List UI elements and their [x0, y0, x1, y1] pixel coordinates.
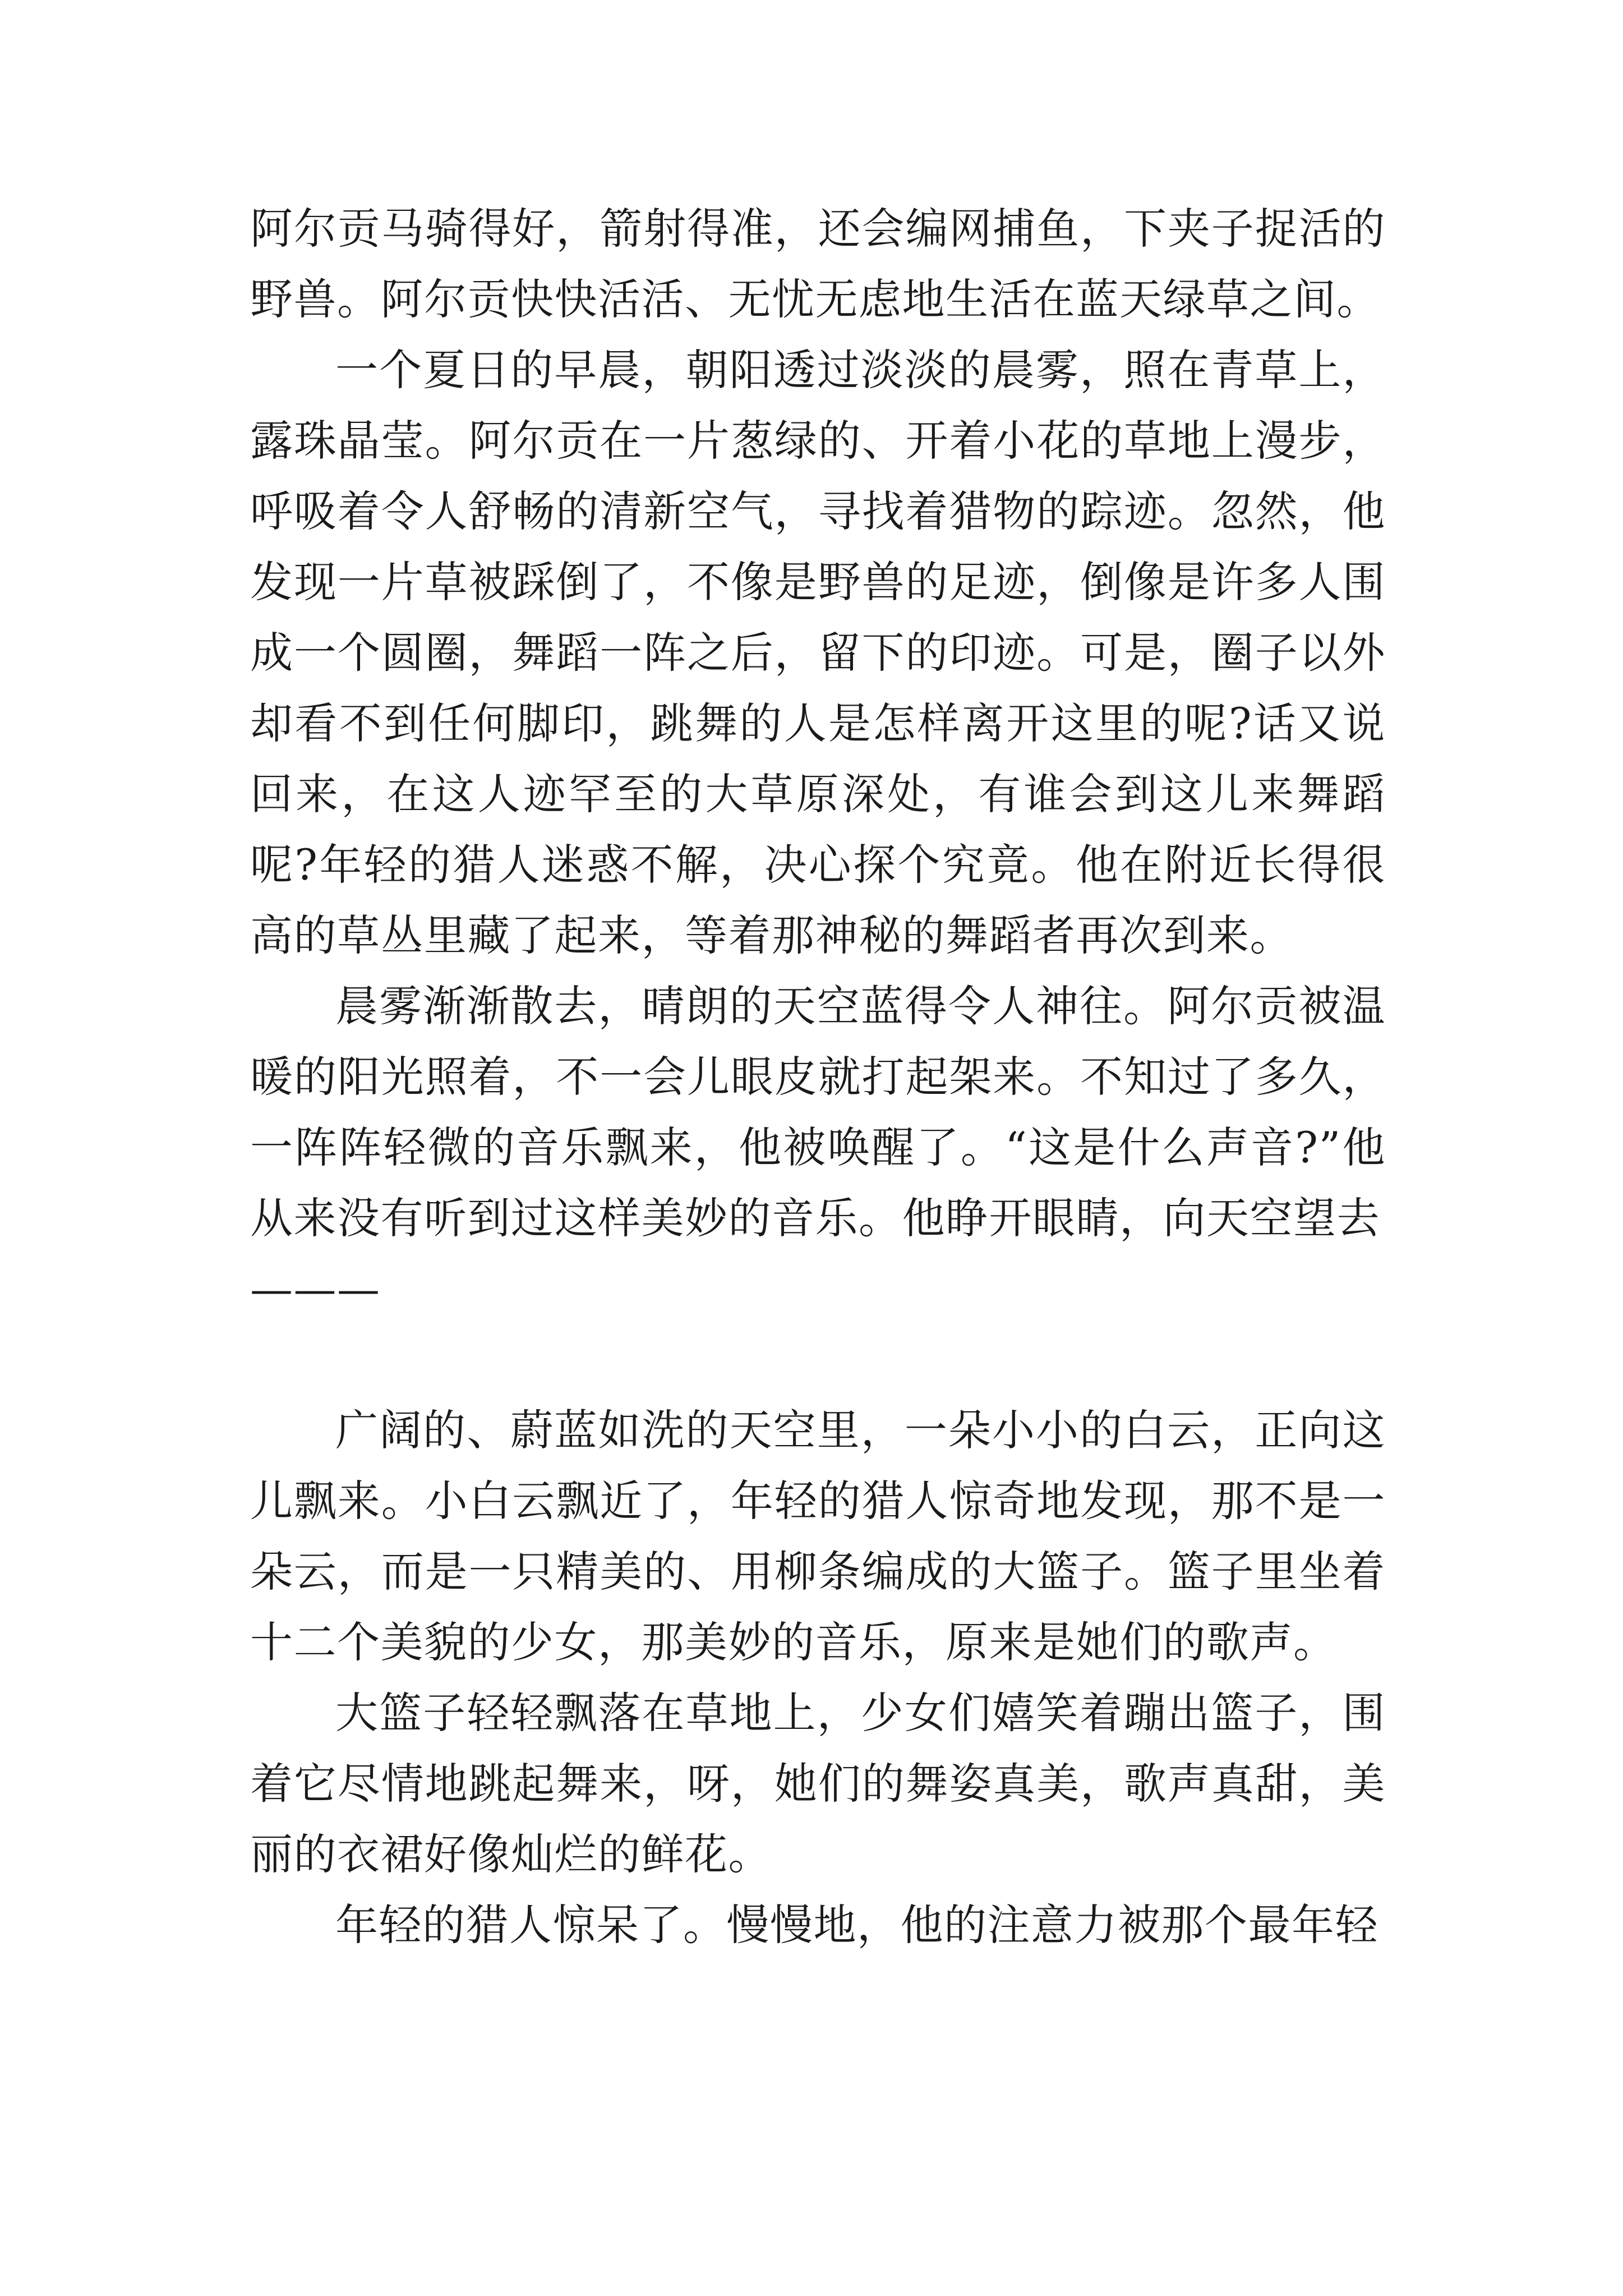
- paragraph-6: 年轻的猎人惊呆了。慢慢地，他的注意力被那个最年轻: [335, 1900, 1378, 1950]
- text-body: [250, 194, 1386, 1961]
- paragraph-2: 一个夏日的早晨，朝阳透过淡淡的晨雾，照在青草上，露珠晶莹。阿尔贡在一片葱绿的、开着小花的草地上漫步，呼吸着令人舒畅的清新空气，寻找着猎物的踪迹。忽然，他发现一片草被踩倒了，不像是野兽的足迹，倒像是许多人围成一个圆圈，舞蹈一阵之后，留下的印迹。可是，圈子以外却看不到任何脚印，跳舞的人是怎样离开这里的呢?话又说回来，在这人迹罕至的大草原深处，有谁会到这儿来舞蹈呢?年轻的猎人迷惑不解，决心探个究竟。他在附近长得很高的草丛里藏了起来，等着那神秘的舞蹈者再次到来。: [250, 345, 1386, 960]
- paragraph-3: 晨雾渐渐散去，晴朗的天空蓝得令人神往。阿尔贡被温暖的阳光照着，不一会儿眼皮就打起架来。不知过了多久，一阵阵轻微的音乐飘来，他被唤醒了。“这是什么声音?”他从来没有听到过这样美妙的音乐。他睁开眼睛，向天空望去: [250, 981, 1386, 1243]
- paragraph-1: 阿尔贡马骑得好，箭射得准，还会编网捕鱼，下夹子捉活的野兽。阿尔贡快快活活、无忧无虑地生活在蓝天绿草之间。: [250, 204, 1386, 324]
- dash-line: ———: [250, 1264, 381, 1314]
- paragraph-4: 广阔的、蔚蓝如洗的天空里，一朵小小的白云，正向这儿飘来。小白云飘近了，年轻的猎人惊奇地发现，那不是一朵云，而是一只精美的、用柳条编成的大篮子。篮子里坐着十二个美貌的少女，那美妙的音乐，原来是她们的歌声。: [250, 1405, 1386, 1667]
- paragraph-gap: [250, 1324, 1386, 1395]
- paragraph-5: 大篮子轻轻飘落在草地上，少女们嬉笑着蹦出篮子，围着它尽情地跳起舞来，呀，她们的舞姿真美，歌声真甜，美丽的衣裙好像灿烂的鲜花。: [250, 1688, 1386, 1879]
